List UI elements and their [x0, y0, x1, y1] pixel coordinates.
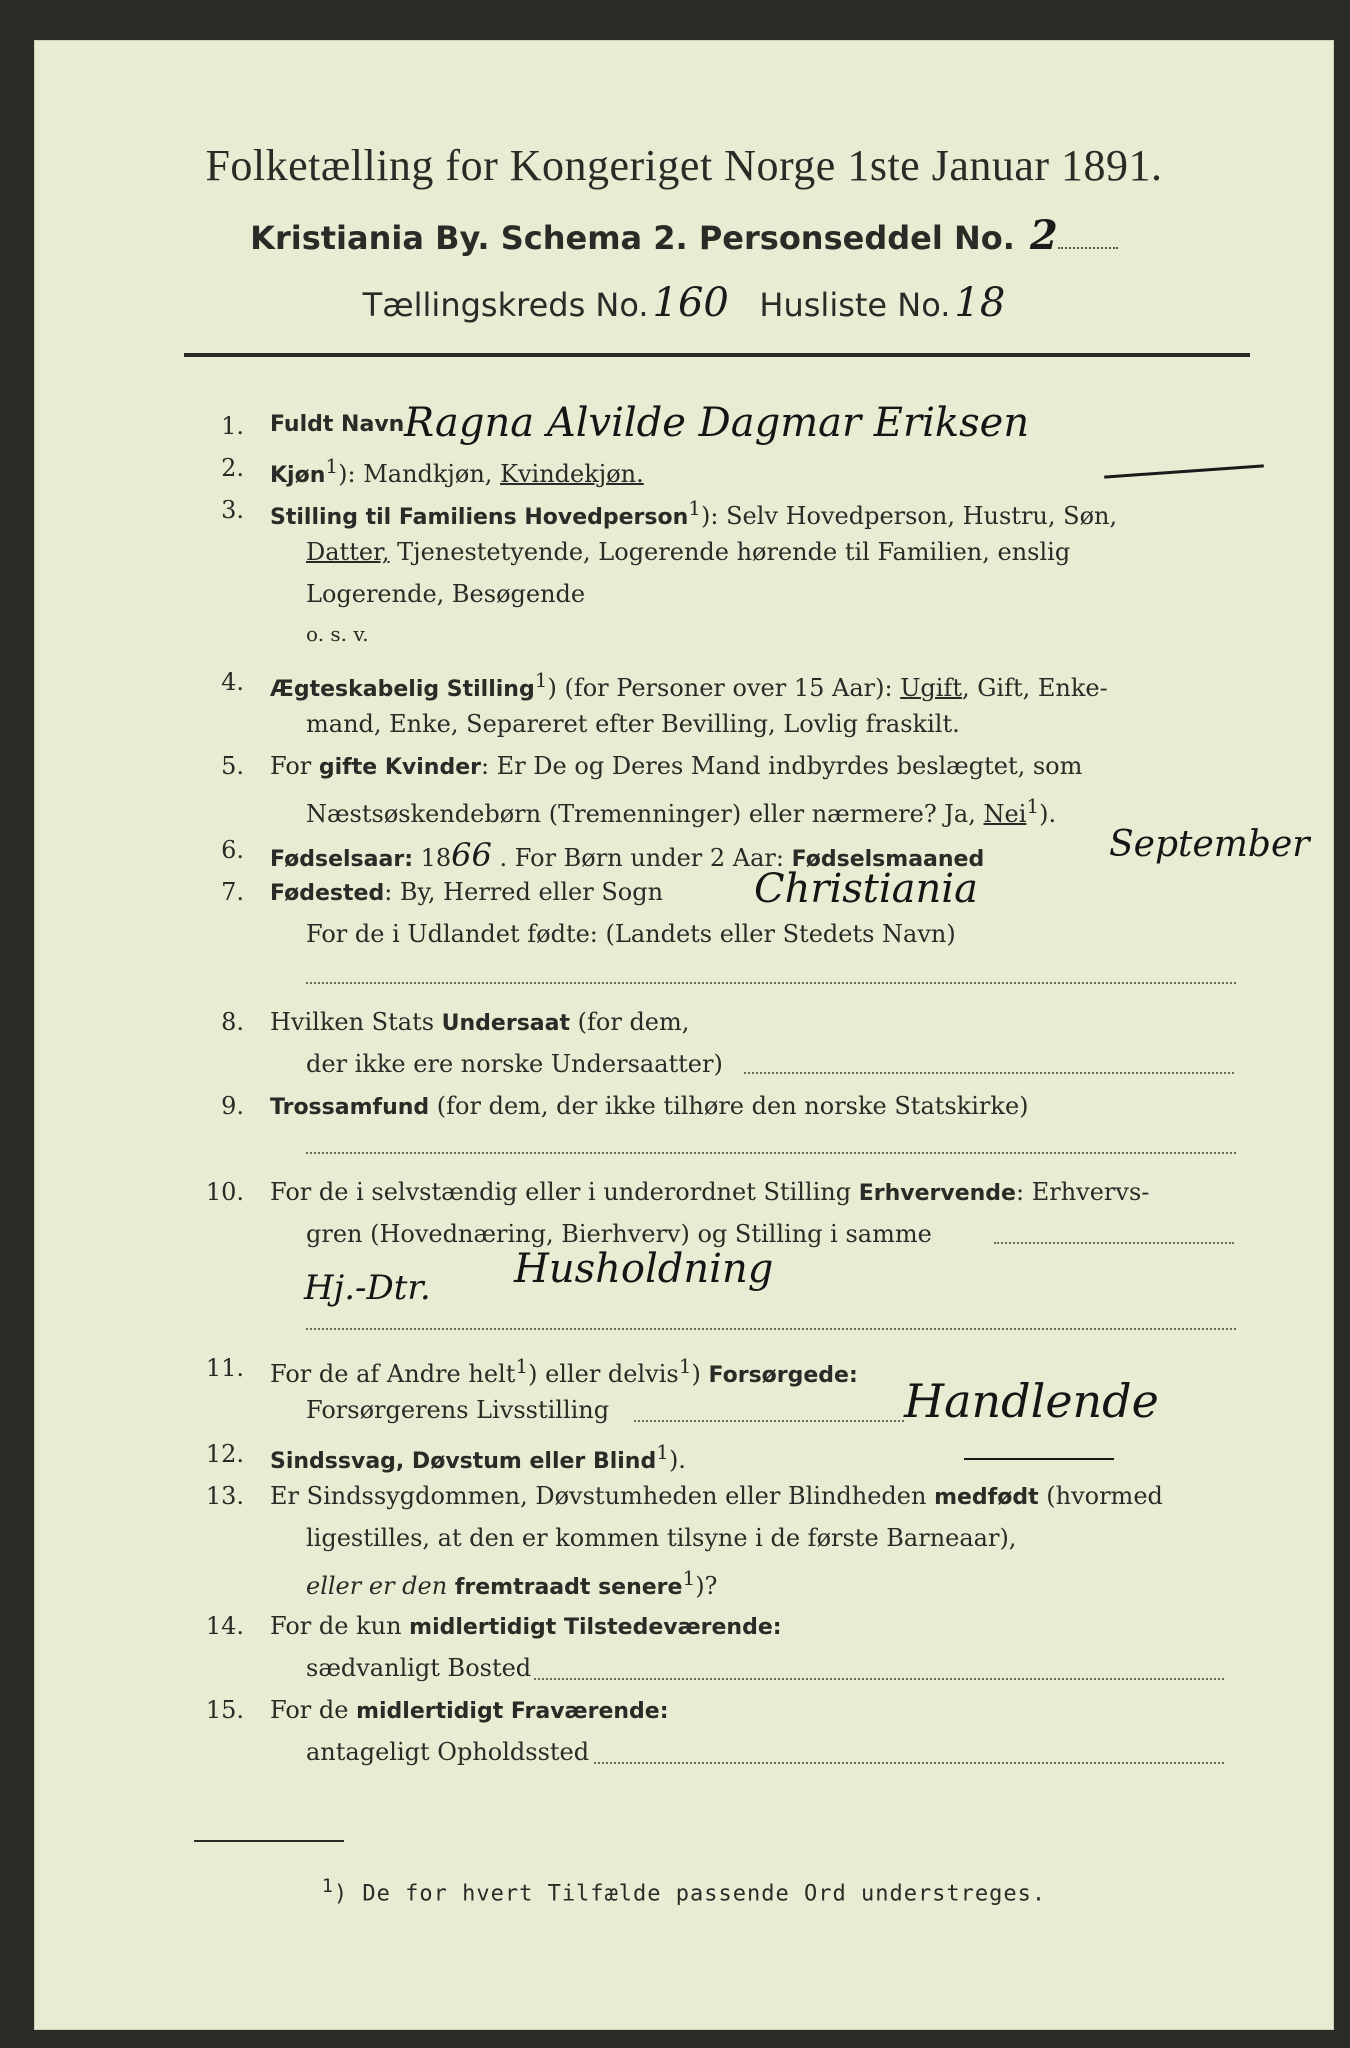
footnote-ref: 1 — [325, 454, 339, 478]
item-number: 10. — [205, 1178, 244, 1206]
pen-stroke — [1104, 464, 1264, 478]
item-number: 3. — [221, 496, 244, 524]
item-text — [270, 1482, 1163, 1510]
item-number: 7. — [221, 878, 244, 906]
footnote — [34, 1876, 1334, 1906]
occupation-value-b: Husholdning — [514, 1246, 774, 1292]
item-text: gren (Hovednæring, Bierhverv) og Stilling i samme — [306, 1220, 932, 1248]
item-rest: ). — [668, 1446, 686, 1474]
item-text: Ægteskabelig Stilling$^1$) (for Personer over 15 Aar): Ugift, Gift, Enke- — [270, 668, 1108, 702]
item-number: 6. — [221, 836, 244, 864]
item-label: midlertidigt Fraværende: — [356, 1699, 669, 1724]
item-text — [270, 1008, 689, 1036]
item-prefix: For — [270, 752, 319, 780]
birth-year-value: 66 — [451, 836, 492, 874]
occupation-value-a: Hj.-Dtr. — [304, 1268, 431, 1308]
item-label: Undersaat — [441, 1011, 571, 1036]
footnote-divider — [194, 1840, 344, 1842]
selected-option: Datter, — [306, 538, 390, 566]
item-label: midlertidigt Tilstedeværende: — [409, 1615, 782, 1640]
husliste-number: 18 — [954, 280, 1006, 326]
item-text: For de i Udlandet fødte: (Landets eller Stedets Navn) — [306, 920, 956, 948]
item-text — [270, 752, 1082, 780]
item-text: Næstsøskendebørn (Tremenninger) eller nærmere? Ja, Nei$^1$). — [306, 794, 1057, 828]
subtitle-prefix: Kristiania By. Schema 2. Personseddel No. — [250, 219, 1015, 257]
selected-option: Kvindekjøn. — [500, 460, 644, 488]
item-label: Forsørgede: — [708, 1363, 858, 1388]
item-prefix: For de af Andre helt — [270, 1360, 516, 1388]
personseddel-number: 2 — [1030, 212, 1058, 259]
form-subtitle — [34, 212, 1334, 259]
item-rest: , Gift, Enke- — [962, 674, 1108, 702]
header-divider — [184, 353, 1250, 357]
name-value: Ragna Alvilde Dagmar Eriksen — [404, 400, 1030, 446]
item-label: Sindssvag, Døvstum eller Blind — [270, 1449, 657, 1474]
item-number: 12. — [205, 1440, 244, 1468]
item-number: 11. — [205, 1354, 244, 1382]
item-rest: ). — [1039, 800, 1057, 828]
fill-line — [744, 1070, 1234, 1074]
item-rest: (for dem, der ikke tilhøre den norske Statskirke) — [429, 1092, 1029, 1120]
item-text: Stilling til Familiens Hovedperson$^1$): Selv Hovedperson, Hustru, Søn, — [270, 496, 1118, 530]
item-label: medfødt — [934, 1485, 1039, 1510]
item-prefix: Hvilken Stats — [270, 1008, 442, 1036]
item-text: o. s. v. — [306, 622, 369, 646]
item-text: ligestilles, at den er kommen tilsyne i de første Barneaar), — [306, 1524, 1017, 1552]
item-text: der ikke ere norske Undersaatter) — [306, 1050, 723, 1078]
pen-stroke — [964, 1458, 1114, 1460]
fill-line — [306, 1326, 1236, 1330]
fill-line — [594, 1760, 1224, 1764]
provider-occupation-value: Handlende — [904, 1374, 1159, 1428]
item-label: Kjøn — [270, 463, 326, 488]
item-rest: : Erhvervs- — [1015, 1178, 1150, 1206]
taellingskreds-number: 160 — [652, 280, 729, 326]
item-text: mand, Enke, Separeret efter Bevilling, Lovlig fraskilt. — [306, 710, 960, 738]
item-label: Fødselsaar: — [270, 847, 413, 872]
item-rest: . For Børn under 2 Aar: — [491, 844, 792, 872]
form-district-line — [34, 280, 1334, 326]
item-number: 4. — [221, 668, 244, 696]
item-label: Trossamfund — [270, 1095, 430, 1120]
item-rest: : Er De og Deres Mand indbyrdes beslægtet, som — [480, 752, 1083, 780]
item-rest: ) (for Personer over 15 Aar): — [547, 674, 901, 702]
item-text — [270, 1092, 1029, 1120]
selected-option: Ugift — [900, 674, 962, 702]
item-number: 5. — [221, 752, 244, 780]
fill-line — [306, 1150, 1236, 1154]
item-text: Sindssvag, Døvstum eller Blind$^1$). — [270, 1440, 686, 1474]
item-text: Logerende, Besøgende — [306, 580, 586, 608]
selected-option: Nei — [983, 800, 1027, 828]
item-text: sædvanligt Bosted — [306, 1654, 532, 1682]
item-rest: )? — [695, 1572, 718, 1600]
item-prefix: For de kun — [270, 1612, 410, 1640]
item-text — [270, 1612, 782, 1640]
item-rest: Tjenestetyende, Logerende hørende til Familien, enslig — [389, 538, 1071, 566]
item-label: Fødested — [270, 881, 385, 906]
item-rest: Næstsøskendebørn (Tremenninger) eller nærmere? Ja, — [306, 800, 984, 828]
taellingskreds-label: Tællingskreds No. — [362, 286, 649, 324]
item-text — [270, 878, 663, 906]
item-rest: (for dem, — [570, 1008, 690, 1036]
husliste-label: Husliste No. — [759, 286, 951, 324]
item-text: Forsørgerens Livsstilling — [306, 1396, 610, 1424]
item-label: Ægteskabelig Stilling — [270, 677, 535, 702]
item-text — [270, 1696, 669, 1724]
item-label: Fuldt Navn — [270, 412, 405, 437]
birth-month-value: September — [1109, 824, 1310, 865]
item-prefix: For de — [270, 1696, 357, 1724]
item-rest: : By, Herred eller Sogn — [384, 878, 664, 906]
item-prefix: For de i selvstændig eller i underordnet Stilling — [270, 1178, 859, 1206]
item-label: Stilling til Familiens Hovedperson — [270, 505, 689, 530]
item-label: fremtraadt senere — [454, 1575, 683, 1600]
census-form — [34, 40, 1334, 2030]
item-text — [270, 1178, 1149, 1206]
item-text — [270, 454, 644, 488]
item-text — [306, 538, 1070, 566]
item-label: Erhvervende — [858, 1181, 1016, 1206]
item-number: 2. — [221, 454, 244, 482]
item-number: 15. — [205, 1696, 244, 1724]
item-prefix: Er Sindssygdommen, Døvstumheden eller Blindheden — [270, 1482, 935, 1510]
form-title: Folketælling for Kongeriget Norge 1ste Januar 1891. — [205, 141, 1163, 190]
item-number: 8. — [221, 1008, 244, 1036]
footnote-text: ) De for hvert Tilfælde passende Ord understreges. — [333, 1881, 1047, 1907]
fill-line — [634, 1418, 904, 1422]
fill-line — [534, 1676, 1224, 1680]
item-number: 13. — [205, 1482, 244, 1510]
birthplace-value: Christiania — [754, 866, 978, 912]
item-rest: ): Selv Hovedperson, Hustru, Søn, — [700, 502, 1118, 530]
item-text: eller er den fremtraadt senere$^1$)? — [306, 1566, 718, 1600]
item-rest: ) eller delvis — [528, 1360, 679, 1388]
item-number: 9. — [221, 1092, 244, 1120]
year-prefix: 18 — [413, 844, 452, 872]
item-number: 14. — [205, 1612, 244, 1640]
item-rest: (hvormed — [1038, 1482, 1163, 1510]
fill-line — [306, 980, 1236, 984]
item-label: gifte Kvinder — [318, 755, 481, 780]
item-label: Fødselsmaaned — [791, 847, 985, 872]
footnote-marker: 1 — [321, 1876, 334, 1897]
item-text: antageligt Opholdssted — [306, 1738, 590, 1766]
item-rest: ): Mandkjøn, — [338, 460, 493, 488]
item-number: 1. — [221, 412, 244, 440]
item-prefix: eller er den — [306, 1572, 455, 1600]
item-text: For de af Andre helt$^1$) eller delvis$^1$) Forsørgede: — [270, 1354, 858, 1388]
fill-line — [994, 1240, 1234, 1244]
